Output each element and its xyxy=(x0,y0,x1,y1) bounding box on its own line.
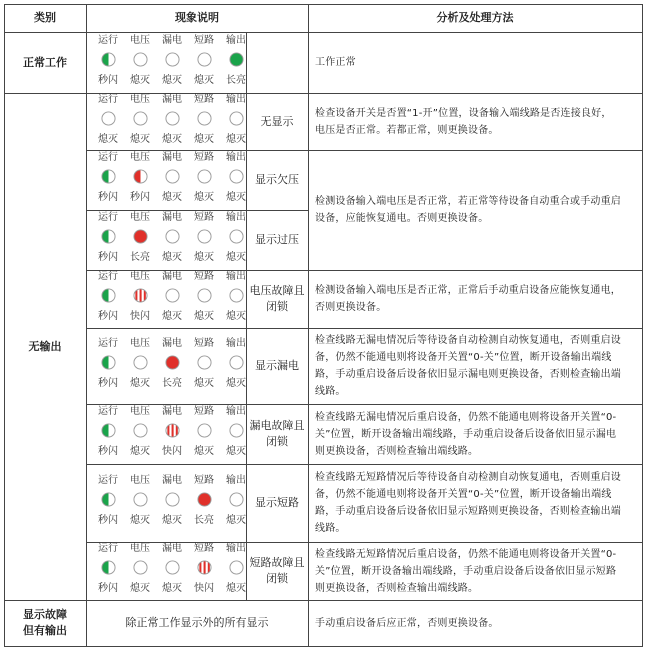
led-off-icon xyxy=(229,560,244,575)
analysis-line: 线路。 xyxy=(315,523,346,534)
analysis-text xyxy=(315,409,637,460)
indicator-state: 熄灭 xyxy=(194,74,214,86)
indicator xyxy=(92,212,124,268)
indicator-state: 熄灭 xyxy=(162,252,182,263)
indicator xyxy=(188,212,220,268)
display-text xyxy=(246,542,308,600)
led-red-icon xyxy=(197,492,212,507)
indicator-label: 漏电 xyxy=(162,406,182,417)
analysis-line: 检查设备开关是否置“1-开”位置，设备输入端线路是否连接良好， xyxy=(315,107,612,119)
indicator-state: 秒闪 xyxy=(98,192,118,203)
led-striped-red-icon xyxy=(197,560,212,575)
led-off-icon xyxy=(229,288,244,303)
indicator xyxy=(156,543,188,599)
indicator xyxy=(188,543,220,599)
display-text-line: 显示过压 xyxy=(255,233,299,246)
header-category-line: 类别 xyxy=(34,11,56,24)
indicator-label: 输出 xyxy=(226,338,246,349)
led-off-icon xyxy=(165,52,180,67)
indicator-label: 运行 xyxy=(98,152,118,163)
last-row-display xyxy=(86,600,308,646)
indicator-state: 快闪 xyxy=(162,446,182,457)
indicator-panel xyxy=(94,271,254,329)
analysis-text xyxy=(315,546,637,597)
led-off-icon xyxy=(229,355,244,370)
led-half-green-icon xyxy=(101,492,116,507)
indicator-state: 秒闪 xyxy=(98,583,118,594)
led-off-icon xyxy=(197,288,212,303)
indicator-state: 熄灭 xyxy=(194,446,214,457)
indicator-state: 熄灭 xyxy=(162,311,182,322)
last-row-display-line: 除正常工作显示外的所有显示 xyxy=(125,616,269,629)
analysis-line: 工作正常 xyxy=(315,57,356,68)
indicator xyxy=(124,35,156,91)
indicator xyxy=(124,543,156,599)
indicator-state: 快闪 xyxy=(194,583,214,594)
led-off-icon xyxy=(197,111,212,126)
led-half-green-icon xyxy=(101,169,116,184)
row-border xyxy=(86,464,642,465)
led-red-icon xyxy=(165,355,180,370)
analysis-line: 检查线路无短路情况后重启设备，仍然不能通电则将设备开关置“0- xyxy=(315,548,617,560)
indicator xyxy=(156,94,188,150)
indicator-label: 短路 xyxy=(194,93,214,105)
indicator-state: 长亮 xyxy=(226,74,246,86)
indicator xyxy=(188,35,220,91)
analysis-line: 检查线路无漏电情况后等待设备自动检测自动恢复通电，否则重启设 xyxy=(315,335,621,346)
indicator-label: 电压 xyxy=(130,93,150,105)
led-off-icon xyxy=(229,492,244,507)
row-border xyxy=(86,404,642,405)
last-row-analysis: 手动重启设备后应正常，否则更换设备。 xyxy=(315,617,499,629)
category-fault-output xyxy=(4,600,86,646)
indicator-panel xyxy=(94,338,254,396)
indicator-label: 漏电 xyxy=(162,93,182,105)
column-border xyxy=(86,4,87,646)
indicator-state: 熄灭 xyxy=(194,192,214,203)
indicator-state: 熄灭 xyxy=(162,74,182,86)
display-text-line: 短路故障且 xyxy=(249,556,305,569)
indicator-label: 输出 xyxy=(226,475,246,486)
indicator-label: 运行 xyxy=(98,212,118,223)
indicator-label: 电压 xyxy=(130,34,150,46)
indicator xyxy=(156,338,188,394)
indicator-label: 漏电 xyxy=(162,34,182,46)
display-text-line: 无显示 xyxy=(260,114,294,128)
indicator-label: 短路 xyxy=(194,475,214,486)
indicator-label: 电压 xyxy=(130,212,150,223)
indicator-state: 秒闪 xyxy=(98,252,118,263)
indicator-state: 秒闪 xyxy=(98,515,118,526)
category-normal-line: 正常工作 xyxy=(23,55,67,69)
display-text-line: 电压故障且 xyxy=(249,284,305,297)
indicator-label: 输出 xyxy=(226,34,246,46)
indicator-label: 运行 xyxy=(98,543,118,554)
led-off-icon xyxy=(229,423,244,438)
indicator-label: 电压 xyxy=(130,543,150,554)
indicator-label: 短路 xyxy=(194,212,214,223)
led-off-icon xyxy=(165,229,180,244)
led-half-green-icon xyxy=(101,423,116,438)
indicator-label: 漏电 xyxy=(162,475,182,486)
analysis-text xyxy=(315,282,637,316)
indicator xyxy=(188,152,220,208)
indicator-label: 短路 xyxy=(194,406,214,417)
indicator xyxy=(156,475,188,531)
analysis-line: 备，仍然不能通电则将设备开关置“0-关”位置，断开设备输出端线 xyxy=(315,489,612,500)
indicator xyxy=(124,94,156,150)
indicator xyxy=(124,406,156,462)
category-fault-output-line: 但有输出 xyxy=(23,624,67,637)
indicator-label: 漏电 xyxy=(162,271,182,282)
analysis-text-voltage xyxy=(315,193,637,227)
category-fault-output-line: 显示故障 xyxy=(23,608,67,621)
display-text xyxy=(246,270,308,328)
indicator-label: 运行 xyxy=(98,93,118,105)
led-off-icon xyxy=(229,229,244,244)
led-striped-red-icon xyxy=(133,288,148,303)
header-analysis-line: 分析及处理方法 xyxy=(436,11,514,24)
analysis-line: 关”位置，断开设备输出端线路，手动重启设备后设备依旧显示短路 xyxy=(315,565,617,577)
led-off-icon xyxy=(101,111,116,126)
indicator-label: 运行 xyxy=(98,406,118,417)
led-half-green-icon xyxy=(101,355,116,370)
category-normal xyxy=(4,32,86,93)
indicator xyxy=(156,152,188,208)
indicator-state: 熄灭 xyxy=(226,583,246,594)
header-phenomenon-line: 现象说明 xyxy=(175,11,219,24)
indicator xyxy=(92,475,124,531)
indicator xyxy=(220,35,252,91)
indicator xyxy=(188,475,220,531)
indicator xyxy=(92,35,124,91)
display-text xyxy=(246,210,308,270)
indicator-state: 长亮 xyxy=(130,252,150,263)
analysis-text xyxy=(315,332,637,400)
indicator xyxy=(92,271,124,327)
indicator-label: 输出 xyxy=(226,543,246,554)
display-text xyxy=(246,464,308,542)
indicator-state: 熄灭 xyxy=(130,74,150,86)
header-category xyxy=(4,4,86,32)
header-phenomenon xyxy=(86,4,308,32)
indicator-state: 熄灭 xyxy=(162,515,182,526)
analysis-line: 检测设备输入端电压是否正常，若正常等待设备自动重合或手动重启 xyxy=(315,196,621,207)
indicator-label: 电压 xyxy=(130,338,150,349)
indicator-state: 秒闪 xyxy=(130,192,150,203)
indicator xyxy=(156,271,188,327)
analysis-text xyxy=(315,469,637,537)
indicator-label: 运行 xyxy=(98,271,118,282)
indicator-panel xyxy=(94,543,254,601)
analysis-line: 关”位置，断开设备输出端线路，手动重启设备后设备依旧显示漏电 xyxy=(315,428,617,440)
indicator-state: 熄灭 xyxy=(130,583,150,594)
indicator-label: 运行 xyxy=(98,475,118,486)
analysis-line: 线路。 xyxy=(315,386,346,397)
indicator-state: 熄灭 xyxy=(226,192,246,203)
indicator xyxy=(124,152,156,208)
indicator-state: 熄灭 xyxy=(162,192,182,203)
indicator xyxy=(188,406,220,462)
indicator-panel xyxy=(94,475,254,533)
display-text xyxy=(246,93,308,150)
indicator-state: 秒闪 xyxy=(98,74,118,86)
indicator xyxy=(92,338,124,394)
indicator-label: 输出 xyxy=(226,152,246,163)
led-off-icon xyxy=(197,355,212,370)
indicator xyxy=(124,338,156,394)
indicator-label: 短路 xyxy=(194,34,214,46)
display-text xyxy=(246,150,308,210)
led-off-icon xyxy=(165,560,180,575)
display-text-line: 显示欠压 xyxy=(255,173,299,186)
indicator-state: 快闪 xyxy=(130,311,150,322)
indicator xyxy=(92,406,124,462)
indicator-label: 输出 xyxy=(226,93,246,105)
indicator-state: 熄灭 xyxy=(130,515,150,526)
led-half-green-icon xyxy=(101,288,116,303)
indicator xyxy=(92,152,124,208)
indicator xyxy=(188,338,220,394)
header-analysis xyxy=(308,4,642,32)
analysis-line: 检查线路无短路情况后等待设备自动检测自动恢复通电，否则重启设 xyxy=(315,472,621,483)
indicator-panel xyxy=(94,212,254,270)
led-striped-red-icon xyxy=(165,423,180,438)
indicator-label: 短路 xyxy=(194,543,214,554)
analysis-text xyxy=(315,54,637,71)
indicator-state: 熄灭 xyxy=(226,446,246,457)
indicator-state: 熄灭 xyxy=(130,446,150,457)
led-red-icon xyxy=(133,229,148,244)
indicator-label: 电压 xyxy=(130,475,150,486)
display-text xyxy=(246,404,308,464)
indicator-state: 熄灭 xyxy=(162,583,182,594)
analysis-line: 则更换设备，否则检查输出端线路。 xyxy=(315,445,479,457)
indicator-state: 熄灭 xyxy=(194,378,214,389)
indicator-panel xyxy=(94,406,254,464)
led-off-icon xyxy=(197,169,212,184)
analysis-line: 路，手动重启设备后设备依旧显示漏电则更换设备，否则检查输出端 xyxy=(315,369,621,380)
indicator-state: 熄灭 xyxy=(226,252,246,263)
indicator xyxy=(188,94,220,150)
table-bottom-border xyxy=(4,646,642,647)
indicator-label: 漏电 xyxy=(162,152,182,163)
analysis-line: 路，手动重启设备后设备依旧显示短路则更换设备，否则检查输出端 xyxy=(315,506,621,517)
indicator-state: 熄灭 xyxy=(226,515,246,526)
led-off-icon xyxy=(197,423,212,438)
indicator xyxy=(156,35,188,91)
indicator-panel xyxy=(94,35,254,93)
indicator-state: 熄灭 xyxy=(194,133,214,145)
analysis-line: 检查线路无漏电情况后重启设备，仍然不能通电则将设备开关置“0- xyxy=(315,411,617,423)
indicator-state: 熄灭 xyxy=(226,133,246,145)
analysis-line: 则更换设备，否则检查输出端线路。 xyxy=(315,582,479,594)
indicator xyxy=(92,94,124,150)
indicator-state: 秒闪 xyxy=(98,446,118,457)
indicator-label: 漏电 xyxy=(162,543,182,554)
indicator xyxy=(188,271,220,327)
indicator-state: 熄灭 xyxy=(194,311,214,322)
led-half-green-icon xyxy=(101,52,116,67)
display-text-line: 闭锁 xyxy=(266,435,288,448)
led-off-icon xyxy=(229,169,244,184)
indicator-state: 熄灭 xyxy=(98,133,118,145)
indicator-label: 电压 xyxy=(130,152,150,163)
category-no-output-line: 无输出 xyxy=(28,339,62,353)
indicator-state: 熄灭 xyxy=(226,378,246,389)
indicator-label: 电压 xyxy=(130,271,150,282)
indicator-label: 输出 xyxy=(226,212,246,223)
indicator-state: 熄灭 xyxy=(194,252,214,263)
led-off-icon xyxy=(229,111,244,126)
category-no-output xyxy=(4,93,86,600)
led-half-green-icon xyxy=(101,560,116,575)
display-text-line: 闭锁 xyxy=(266,300,288,313)
led-half-green-icon xyxy=(101,229,116,244)
led-off-icon xyxy=(165,111,180,126)
table-right-border xyxy=(642,4,643,647)
indicator-state: 熄灭 xyxy=(130,378,150,389)
indicator-label: 漏电 xyxy=(162,212,182,223)
indicator xyxy=(124,475,156,531)
led-off-icon xyxy=(165,288,180,303)
led-off-icon xyxy=(133,52,148,67)
indicator-label: 输出 xyxy=(226,271,246,282)
led-off-icon xyxy=(133,111,148,126)
led-off-icon xyxy=(197,229,212,244)
indicator-label: 短路 xyxy=(194,271,214,282)
analysis-line: 设备，应能恢复通电。否则更换设备。 xyxy=(315,213,489,224)
led-off-icon xyxy=(133,423,148,438)
led-green-icon xyxy=(229,52,244,67)
indicator xyxy=(92,543,124,599)
indicator-state: 熄灭 xyxy=(130,133,150,145)
indicator-label: 电压 xyxy=(130,406,150,417)
led-half-red-icon xyxy=(133,169,148,184)
indicator-label: 输出 xyxy=(226,406,246,417)
analysis-line: 备，仍然不能通电则将设备开关置“0-关”位置，断开设备输出端线 xyxy=(315,352,612,363)
indicator-label: 短路 xyxy=(194,338,214,349)
led-off-icon xyxy=(133,355,148,370)
display-text xyxy=(246,328,308,404)
led-off-icon xyxy=(133,492,148,507)
indicator-state: 长亮 xyxy=(162,378,182,389)
indicator-label: 运行 xyxy=(98,34,118,46)
display-text-line: 闭锁 xyxy=(266,572,288,585)
indicator-state: 长亮 xyxy=(194,515,214,526)
indicator xyxy=(156,406,188,462)
indicator-panel xyxy=(94,152,254,210)
indicator-state: 熄灭 xyxy=(162,133,182,145)
analysis-line: 否则更换设备。 xyxy=(315,302,387,313)
analysis-line: 电压是否正常。若都正常，则更换设备。 xyxy=(315,124,499,136)
indicator-label: 运行 xyxy=(98,338,118,349)
analysis-text xyxy=(315,105,637,139)
led-off-icon xyxy=(133,560,148,575)
indicator-state: 秒闪 xyxy=(98,378,118,389)
header-bottom-border xyxy=(4,32,642,33)
indicator-label: 漏电 xyxy=(162,338,182,349)
display-text-line: 漏电故障且 xyxy=(249,419,305,432)
display-text-line: 显示漏电 xyxy=(255,359,299,372)
indicator-panel xyxy=(94,94,254,152)
indicator xyxy=(124,271,156,327)
led-off-icon xyxy=(197,52,212,67)
analysis-line: 检测设备输入端电压是否正常，正常后手动重启设备应能恢复通电， xyxy=(315,285,621,296)
indicator-label: 短路 xyxy=(194,152,214,163)
indicator-state: 熄灭 xyxy=(226,311,246,322)
column-border xyxy=(308,4,309,646)
led-off-icon xyxy=(165,492,180,507)
indicator-state: 秒闪 xyxy=(98,311,118,322)
display-text-line: 显示短路 xyxy=(255,496,299,509)
indicator xyxy=(156,212,188,268)
indicator xyxy=(124,212,156,268)
led-off-icon xyxy=(165,169,180,184)
